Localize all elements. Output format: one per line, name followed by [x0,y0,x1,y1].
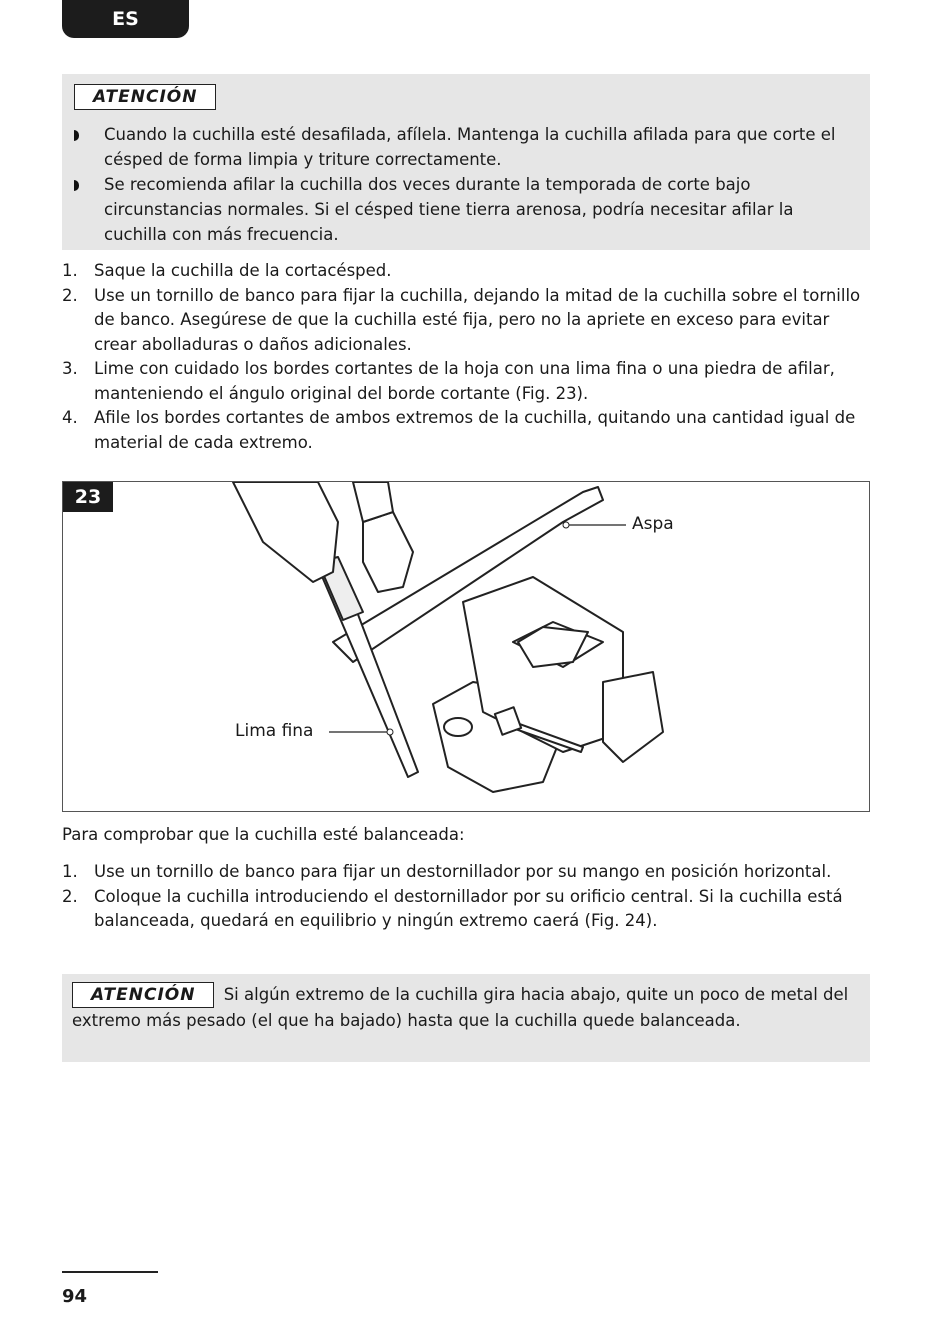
step-item [62,406,870,455]
callout-file: Lima fina [235,721,314,741]
sharpening-steps [62,259,870,455]
attention-paragraph [72,982,856,1033]
step-text: Use un tornillo de banco para fijar un destornillador por su mango en posición horizontal. [94,862,832,881]
footer-rule [62,1271,158,1273]
bullet-text: Cuando la cuchilla esté desafilada, afílela. Mantenga la cuchilla afilada para que corte el césped de forma limpia y triture correctamente. [104,125,836,169]
bullet-marker-icon [74,180,79,191]
step-item [62,860,870,885]
vise-sharpening-illustration [63,482,869,811]
step-number: 3. [62,359,78,378]
bullet-text: Se recomienda afilar la cuchilla dos veces durante la temporada de corte bajo circunstancias normales. Si el césped tiene tierra arenosa, podría necesitar afilar la cuchilla con más frecuencia. [104,175,794,244]
bullet-marker-icon [74,130,79,141]
attention-bullet-list [74,122,856,247]
step-text: Lime con cuidado los bordes cortantes de la hoja con una lima fina o una piedra de afilar, manteniendo el ángulo original del borde cortante (Fig. 23). [94,359,835,403]
attention-badge: ATENCIÓN [72,982,214,1008]
balance-intro: Para comprobar que la cuchilla esté balanceada: [62,825,465,844]
page-number: 94 [62,1286,88,1307]
balance-steps [62,860,870,934]
attention-box-balance [62,974,870,1062]
step-number: 1. [62,862,78,881]
step-text: Afile los bordes cortantes de ambos extremos de la cuchilla, quitando una cantidad igual de material de cada extremo. [94,408,856,452]
step-text: Use un tornillo de banco para fijar la cuchilla, dejando la mitad de la cuchilla sobre el tornillo de banco. Asegúrese de que la cuchilla esté fija, pero no la apriete en exceso para evitar crear abolladuras o daños adicionales. [94,285,861,354]
step-text: Saque la cuchilla de la cortacésped. [94,261,392,280]
callout-blade: Aspa [632,514,674,534]
attention-box-sharpening [62,74,870,250]
step-number: 4. [62,408,78,427]
attention-bullet [74,122,856,172]
step-text: Coloque la cuchilla introduciendo el destornillador por su orificio central. Si la cuchilla está balanceada, quedará en equilibrio y ningún extremo caerá (Fig. 24). [94,886,843,930]
step-number: 1. [62,261,78,280]
figure-23 [62,481,870,812]
attention-text: Si algún extremo de la cuchilla gira hacia abajo, quite un poco de metal del extremo más pesado (el que ha bajado) hasta que la cuchilla quede balanceada. [72,985,849,1030]
attention-badge: ATENCIÓN [74,84,216,110]
step-number: 2. [62,886,78,906]
step-item [62,357,870,406]
language-tab: ES [62,0,189,38]
figure-number: 23 [63,482,113,512]
step-item [62,259,870,284]
step-item [62,284,870,358]
step-item [62,885,870,934]
step-number: 2. [62,285,78,305]
attention-bullet [74,172,856,247]
